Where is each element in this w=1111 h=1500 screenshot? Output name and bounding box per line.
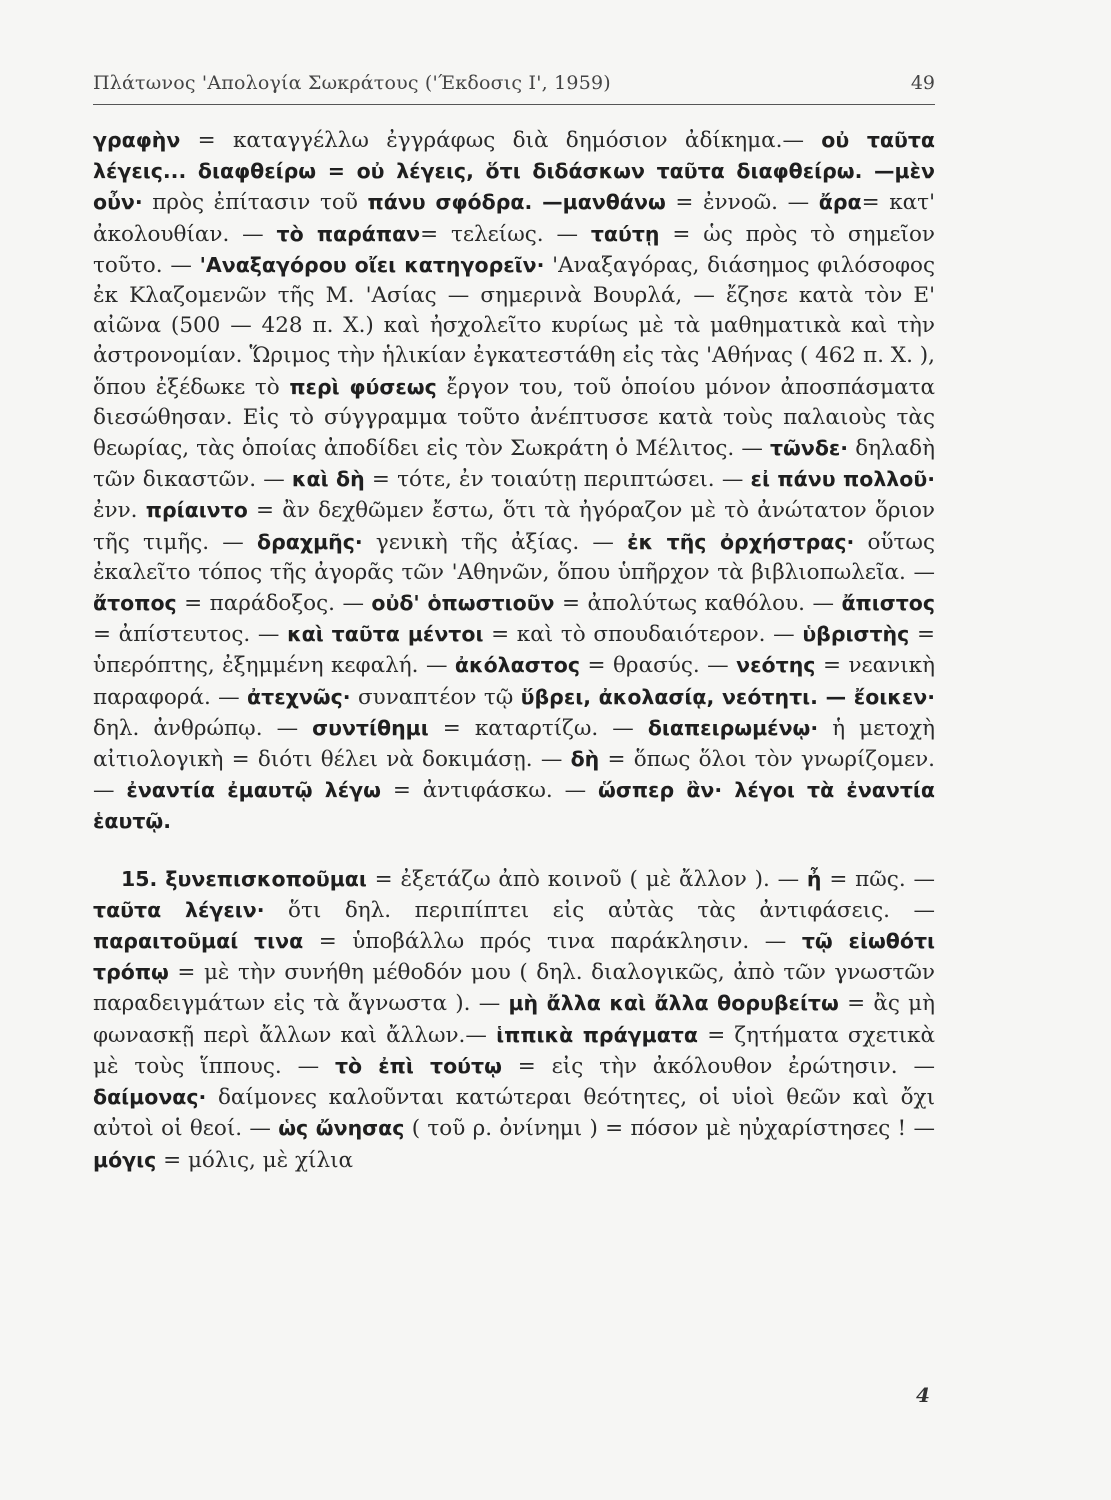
lemma-term: ὑβριστὴς	[802, 622, 910, 647]
gloss-text: = μὲ τὴν συνήθη μέθοδόν μου ( δηλ. διαλογικῶς, ἀπὸ τῶν γνωστῶν παραδειγμάτων εἰς τὰ ἄγνωστα ). —	[93, 960, 935, 1017]
lemma-term: δὴ	[570, 747, 600, 772]
gloss-text: = τότε, ἐν τοιαύτῃ περιπτώσει. —	[364, 467, 751, 493]
lemma-term: διαπειρωμένῳ·	[647, 715, 819, 740]
lemma-term: ἄτοπος	[93, 591, 177, 616]
gloss-text: = καὶ τὸ σπουδαιότερον. —	[483, 622, 803, 648]
lemma-term: τῷ εἰωθότι τρόπῳ	[93, 929, 936, 985]
gloss-text: = πῶς. —	[821, 866, 935, 892]
gloss-text: = εἰς τὴν ἀκόλουθον ἐρώτησιν. —	[501, 1053, 935, 1079]
gloss-text: ἐνν.	[93, 498, 146, 524]
lemma-term: ἄρα	[818, 190, 862, 215]
gloss-text: = ὑπερόπτης, ἐξημμένη κεφαλή. —	[93, 622, 935, 679]
gloss-text: = νεανικὴ παραφορά. —	[93, 653, 935, 710]
gloss-text: = ἂς μὴ φωνασκῇ περὶ ἄλλων καὶ ἄλλων.—	[93, 991, 936, 1048]
paragraph-notes-14	[93, 125, 935, 838]
lemma-term: καὶ ταῦτα μέντοι	[287, 622, 484, 647]
lemma-term: ἄπιστος	[841, 591, 936, 616]
lemma-term: τὸ παράπαν	[276, 221, 421, 246]
lemma-term: πρίαιντο	[145, 498, 248, 523]
lemma-term: οὐδ' ὁπωστιοῦν	[371, 591, 555, 616]
gloss-text: = ἂν δεχθῶμεν ἔστω, ὅτι τὰ ἠγόραζον μὲ τὸ ἀνώτατον ὅριον τῆς τιμῆς. —	[93, 498, 935, 555]
gloss-text: δαίμονες καλοῦνται κατώτεραι θεότητες, οἱ υἱοὶ θεῶν καὶ ὄχι αὐτοὶ οἱ θεοί. —	[93, 1085, 935, 1142]
lemma-term: τῶνδε·	[769, 436, 849, 461]
lemma-term: ταύτῃ	[590, 221, 660, 246]
gloss-text: πρὸς ἐπίτασιν τοῦ	[142, 190, 368, 216]
gloss-text: = παράδοξος. —	[176, 591, 372, 617]
gloss-text: ( τοῦ ρ. ὀνίνημι ) = πόσον μὲ ηὐχαρίστησες ! —	[404, 1116, 935, 1142]
header-title: Πλάτωνος 'Απολογία Σωκράτους ('Έκδοσις Ι', 1959)	[93, 72, 611, 94]
lemma-term: νεότης	[736, 653, 816, 678]
gloss-text: = θρασύς. —	[580, 653, 737, 679]
lemma-term: ἦ	[806, 866, 822, 891]
lemma-term: 15. ξυνεπισκοποῦμαι	[121, 866, 367, 891]
page-number: 49	[910, 72, 935, 94]
gloss-text: = ἀπολύτως καθόλου. —	[554, 591, 842, 617]
lemma-term: ταῦτα λέγειν·	[93, 897, 265, 922]
signature-mark: 4	[916, 1383, 930, 1407]
lemma-term: εἰ πάνυ πολλοῦ·	[750, 467, 935, 492]
lemma-term: συντίθημι	[312, 715, 429, 740]
lemma-term: ὡς ὤνησας	[278, 1116, 405, 1141]
lemma-term: τὸ ἐπὶ τούτῳ	[334, 1053, 502, 1078]
gloss-text: δηλαδὴ τῶν δικαστῶν. —	[93, 436, 935, 493]
gloss-text: = τελείως. —	[420, 221, 591, 247]
gloss-text: = ἀντιφάσκω. —	[380, 778, 599, 804]
gloss-text: γενικὴ τῆς ἀξίας. —	[362, 529, 628, 555]
lemma-term: μὴ ἄλλα καὶ ἄλλα θορυβείτω	[508, 991, 839, 1016]
gloss-text: = καταρτίζω. —	[428, 715, 648, 741]
lemma-term: ἀτεχνῶς·	[247, 684, 351, 709]
lemma-term: ὕβρει, ἀκολασίᾳ, νεότητι. — ἔοικεν·	[520, 684, 935, 709]
gloss-text: = ὅπως ὅλοι τὸν γνωρίζομεν. —	[93, 747, 935, 804]
lemma-term: ἐναντία ἐμαυτῷ λέγω	[126, 778, 381, 803]
lemma-term: γραφὴν	[93, 128, 181, 152]
commentary-text	[93, 125, 935, 1176]
lemma-term: παραιτοῦμαί τινα	[93, 929, 304, 954]
gloss-text: = μόλις, μὲ χίλια	[156, 1147, 354, 1173]
gloss-text: ἔργον του, τοῦ ὁποίου μόνον ἀποσπάσματα διεσώθησαν. Εἰς τὸ σύγγραμμα τοῦτο ἀνέπτυσσε κατὰ τοὺς παλαιοὺς τὰς θεωρίας, τὰς ὁποίας ἀποδίδει εἰς τὸν Σωκράτη ὁ Μέλιτος. —	[93, 374, 935, 462]
gloss-text: = κατ' ἀκολουθίαν. —	[93, 190, 935, 247]
paragraph-notes-15	[93, 864, 935, 1176]
gloss-text: = ζητήματα σχετικὰ μὲ τοὺς ἵππους. —	[93, 1022, 935, 1079]
lemma-term: μόγις	[93, 1147, 157, 1172]
gloss-text: ὅτι δηλ. περιπίπτει εἰς αὐτὰς τὰς ἀντιφάσεις. —	[264, 897, 936, 923]
running-header	[93, 64, 935, 105]
lemma-term: περὶ φύσεως	[289, 374, 437, 399]
gloss-text: ἡ μετοχὴ αἰτιολογικὴ = διότι θέλει νὰ δοκιμάσῃ. —	[93, 715, 935, 773]
lemma-term: οὐ ταῦτα λέγεις... διαφθείρω = οὐ λέγεις, ὅτι διδάσκων ταῦτα διαφθείρω. —μὲν οὖν·	[93, 128, 935, 215]
gloss-text: 'Αναξαγόρας, διάσημος φιλόσοφος ἐκ Κλαζομενῶν τῆς Μ. 'Ασίας — σημερινὰ Βουρλά, — ἔζησε κατὰ τὸν Ε' αἰῶνα (500 — 428 π. Χ.) καὶ ἠσχολεῖτο κυρίως μὲ τὰ μαθηματικὰ καὶ τὴν ἀστρονομίαν. Ὥριμος τὴν ἡλικίαν ἐγκατεστάθη εἰς τὰς 'Αθήνας ( 462 π. Χ. ), ὅπου ἐξέδωκε τὸ	[93, 252, 935, 400]
gloss-text: οὕτως ἐκαλεῖτο τόπος τῆς ἀγορᾶς τῶν 'Αθηνῶν, ὅπου ὑπῆρχον τὰ βιβλιοπωλεῖα. —	[93, 529, 935, 585]
gloss-text: = ὑποβάλλω πρός τινα παράκλησιν. —	[303, 929, 802, 955]
gloss-text: = καταγγέλλω ἐγγράφως διὰ δημόσιον ἀδίκημα.—	[180, 128, 822, 153]
lemma-term: δραχμῆς·	[257, 529, 363, 554]
lemma-term: ἱππικὰ πράγματα	[496, 1022, 698, 1047]
gloss-text: δηλ. ἀνθρώπῳ. —	[93, 715, 313, 741]
lemma-term: δαίμονας·	[93, 1085, 207, 1110]
lemma-term: πάνυ σφόδρα. —μανθάνω	[367, 190, 666, 215]
gloss-text: = ἐξετάζω ἀπὸ κοινοῦ ( μὲ ἄλλον ). —	[366, 866, 807, 892]
gloss-text: = ἀπίστευτος. —	[93, 622, 288, 648]
gloss-text: συναπτέον τῷ	[350, 684, 521, 710]
lemma-term: ἀκόλαστος	[454, 653, 580, 678]
lemma-term: 'Αναξαγόρου οἴει κατηγορεῖν·	[199, 252, 545, 277]
gloss-text: = ἐννοῶ. —	[665, 190, 819, 216]
lemma-term: ἐκ τῆς ὀρχήστρας·	[627, 529, 855, 554]
lemma-term: καὶ δὴ	[291, 467, 365, 492]
gloss-text: = ὡς πρὸς τὸ σημεῖον τοῦτο. —	[93, 221, 936, 278]
lemma-term: ὥσπερ ἂν· λέγοι τὰ ἐναντία ἑαυτῷ.	[93, 778, 935, 834]
